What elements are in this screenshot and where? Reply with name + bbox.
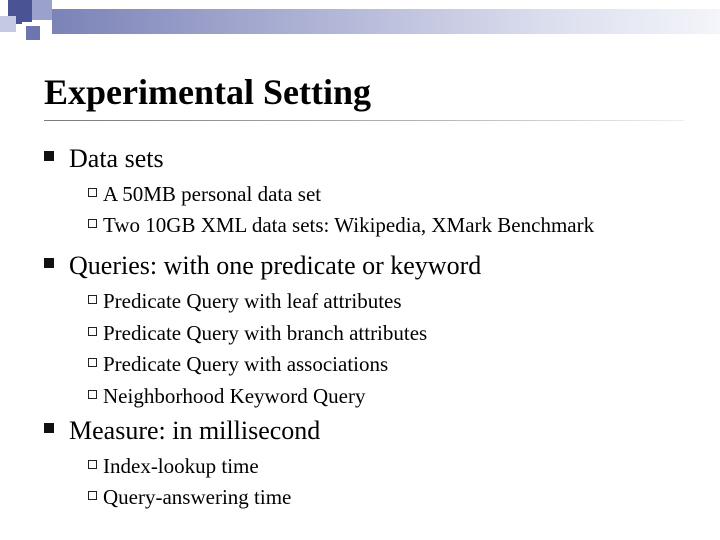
bullet-heading: Queries: with one predicate or keyword — [69, 251, 482, 281]
bullet-heading: Data sets — [69, 144, 164, 174]
sub-bullet — [88, 482, 291, 510]
sub-bullet-text: Query-answering time — [103, 485, 292, 510]
sub-bullet — [88, 318, 427, 346]
slide-title: Experimental Setting — [44, 72, 371, 112]
hollow-square-bullet-icon — [88, 358, 97, 367]
filled-square-bullet-icon — [44, 423, 54, 433]
sub-bullet — [88, 286, 402, 314]
filled-square-bullet-icon — [44, 258, 54, 268]
sub-bullet-text: Neighborhood Keyword Query — [103, 384, 366, 409]
hollow-square-bullet-icon — [88, 491, 97, 500]
sub-bullet — [88, 179, 321, 207]
corner-square-decoration — [26, 26, 40, 40]
sub-bullet — [88, 381, 365, 409]
corner-square-decoration — [0, 16, 16, 32]
bullet-queries — [44, 248, 481, 282]
sub-bullet-text: A 50MB personal data set — [103, 182, 322, 207]
hollow-square-bullet-icon — [88, 460, 97, 469]
header-gradient-band — [52, 9, 720, 34]
hollow-square-bullet-icon — [88, 188, 97, 197]
bullet-measure — [44, 413, 320, 447]
bullet-heading: Measure: in millisecond — [69, 416, 321, 446]
hollow-square-bullet-icon — [88, 295, 97, 304]
sub-bullet — [88, 210, 594, 238]
sub-bullet-text: Predicate Query with associations — [103, 352, 389, 377]
bullet-data-sets — [44, 141, 164, 175]
sub-bullet — [88, 349, 388, 377]
filled-square-bullet-icon — [44, 151, 54, 161]
hollow-square-bullet-icon — [88, 327, 97, 336]
hollow-square-bullet-icon — [88, 390, 97, 399]
title-divider — [44, 120, 684, 121]
sub-bullet-text: Predicate Query with leaf attributes — [103, 289, 402, 314]
sub-bullet — [88, 451, 259, 479]
hollow-square-bullet-icon — [88, 219, 97, 228]
sub-bullet-text: Predicate Query with branch attributes — [103, 321, 428, 346]
sub-bullet-text: Two 10GB XML data sets: Wikipedia, XMark Benchmark — [103, 213, 595, 238]
sub-bullet-text: Index-lookup time — [103, 454, 259, 479]
corner-square-decoration — [32, 0, 52, 20]
